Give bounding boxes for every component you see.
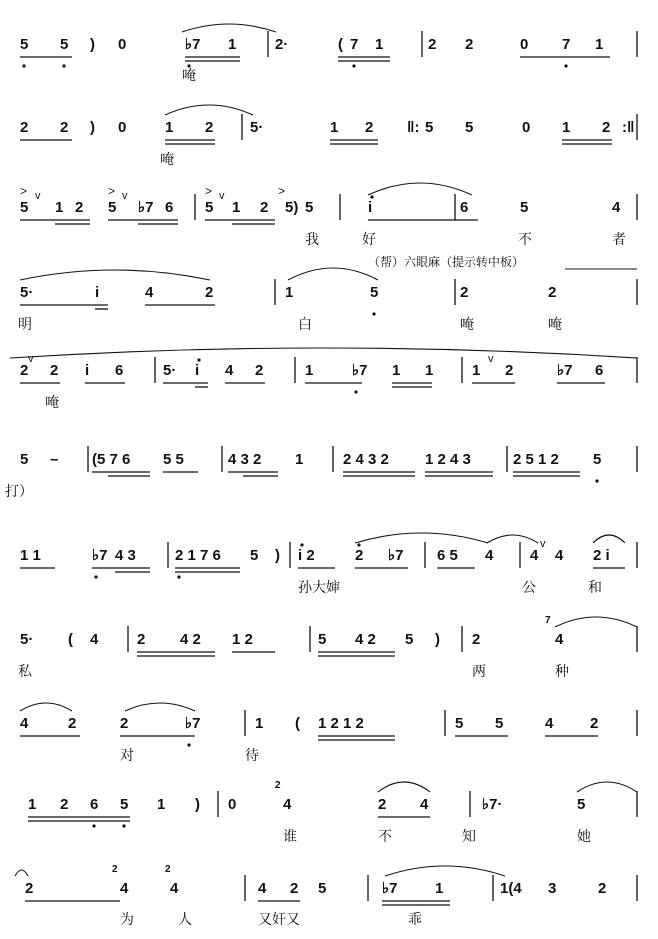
lyric: 唵 bbox=[182, 68, 196, 84]
note: ( bbox=[68, 631, 73, 648]
note: 1 bbox=[255, 715, 264, 732]
note: 1 bbox=[562, 119, 571, 136]
note: 4 bbox=[530, 547, 539, 564]
note: (5 7 6 bbox=[92, 451, 131, 468]
lyric: 乖 bbox=[408, 912, 422, 928]
note: 5 bbox=[20, 451, 29, 468]
note: 2 5 1 2 bbox=[513, 451, 559, 468]
note: 4 bbox=[20, 715, 29, 732]
note: ♭7· bbox=[482, 796, 503, 813]
note: 4 bbox=[258, 880, 267, 897]
octave-dot-below bbox=[564, 64, 567, 67]
note: 2 bbox=[460, 284, 469, 301]
note: 2 bbox=[548, 284, 557, 301]
accent-mark: > bbox=[205, 184, 213, 198]
note: 5) bbox=[285, 199, 299, 216]
note: 6 bbox=[115, 362, 124, 379]
lyric: 待 bbox=[245, 748, 259, 764]
note: 2 i bbox=[593, 547, 610, 564]
note: 5 bbox=[465, 119, 474, 136]
octave-dot-below bbox=[22, 64, 25, 67]
note: 2 bbox=[355, 547, 364, 564]
note: 5 bbox=[250, 547, 259, 564]
note: 2 bbox=[472, 631, 481, 648]
lyric: 她 bbox=[577, 829, 591, 845]
octave-dot-below bbox=[122, 824, 125, 827]
note: ) bbox=[195, 796, 200, 813]
lyric: 孙大婶 bbox=[298, 580, 340, 596]
note: 2 bbox=[598, 880, 607, 897]
slur bbox=[368, 183, 472, 195]
note: 2 bbox=[60, 796, 69, 813]
note: ) bbox=[275, 547, 280, 564]
note: 4 bbox=[90, 631, 99, 648]
note: 1 bbox=[228, 36, 237, 53]
note: 2 bbox=[505, 362, 514, 379]
note: 1 bbox=[157, 796, 166, 813]
grace-note: 2 bbox=[112, 864, 118, 875]
octave-dot-below bbox=[352, 64, 355, 67]
breath-mark: v bbox=[488, 353, 494, 365]
breath-mark: v bbox=[122, 190, 128, 202]
slur bbox=[487, 535, 538, 543]
lyric: 谁 bbox=[283, 829, 297, 845]
note: 5 bbox=[593, 451, 602, 468]
lyric: 好 bbox=[362, 232, 376, 248]
lyric: 和 bbox=[588, 580, 602, 596]
slur bbox=[20, 703, 72, 711]
slur bbox=[125, 703, 195, 711]
tempo-annotation: （帮）六眼麻（提示转中板） bbox=[368, 255, 525, 269]
note: 1 bbox=[55, 199, 64, 216]
note: 5 bbox=[318, 880, 327, 897]
note: ♭7 bbox=[92, 547, 108, 564]
note: 5 bbox=[305, 199, 314, 216]
slur bbox=[555, 617, 637, 627]
note: 5 bbox=[60, 36, 69, 53]
slur bbox=[385, 866, 505, 876]
lyric: 为 bbox=[120, 912, 134, 928]
note: 2 bbox=[602, 119, 611, 136]
note: 1 bbox=[165, 119, 174, 136]
octave-dot-below bbox=[92, 824, 95, 827]
accent-mark: > bbox=[278, 184, 286, 198]
note: ♭7 bbox=[185, 36, 201, 53]
note: 1 bbox=[375, 36, 384, 53]
octave-dot-below bbox=[94, 575, 97, 578]
note: 0 bbox=[118, 119, 127, 136]
octave-dot-below bbox=[177, 575, 180, 578]
grace-note: 2 bbox=[275, 780, 281, 791]
note: 5 bbox=[425, 119, 434, 136]
note: ) bbox=[90, 36, 95, 53]
lyric: 又奸又 bbox=[258, 912, 300, 928]
note: ( bbox=[338, 36, 343, 53]
note: 2 bbox=[20, 362, 29, 379]
note: 1 bbox=[285, 284, 294, 301]
note: 5 bbox=[318, 631, 327, 648]
note: 1 2 4 3 bbox=[425, 451, 471, 468]
note: ♭7 bbox=[382, 880, 398, 897]
note: ♭7 bbox=[138, 199, 154, 216]
note: 2 bbox=[137, 631, 146, 648]
note: 2 bbox=[205, 284, 214, 301]
note: i 2 bbox=[298, 547, 315, 564]
note: 2 bbox=[365, 119, 374, 136]
accent-mark: > bbox=[20, 184, 28, 198]
note: 0 bbox=[228, 796, 237, 813]
note: 4 bbox=[170, 880, 179, 897]
note: ♭7 bbox=[557, 362, 573, 379]
note: 5 bbox=[495, 715, 504, 732]
note: 2 4 3 2 bbox=[343, 451, 389, 468]
note: ) bbox=[90, 119, 95, 136]
note: i bbox=[85, 362, 90, 379]
lyric: 唵 bbox=[460, 317, 474, 333]
lyric: 唵 bbox=[160, 152, 174, 168]
grace-note: 7 bbox=[545, 615, 551, 626]
note: 2 bbox=[25, 880, 34, 897]
note: 2 bbox=[465, 36, 474, 53]
note: 5 bbox=[120, 796, 129, 813]
note: ♭7 bbox=[185, 715, 201, 732]
note: 4 bbox=[420, 796, 429, 813]
note: 1 bbox=[392, 362, 401, 379]
note: 2 bbox=[428, 36, 437, 53]
note: 5 bbox=[20, 199, 29, 216]
lyric: 种 bbox=[555, 664, 569, 680]
lyric: 不 bbox=[518, 232, 532, 248]
note: 1 bbox=[425, 362, 434, 379]
note: 6 bbox=[90, 796, 99, 813]
note: 1 bbox=[595, 36, 604, 53]
lyric: 我 bbox=[305, 232, 319, 248]
note: 2 1 7 6 bbox=[175, 547, 221, 564]
slur bbox=[378, 782, 430, 792]
note: 4 3 bbox=[115, 547, 136, 564]
note: 6 bbox=[595, 362, 604, 379]
note: 2 bbox=[590, 715, 599, 732]
note: ♭7 bbox=[388, 547, 404, 564]
slur bbox=[288, 268, 378, 280]
lyric: 私 bbox=[18, 664, 32, 680]
note: 4 2 bbox=[180, 631, 201, 648]
lyric: 白 bbox=[298, 317, 312, 333]
slur bbox=[20, 270, 210, 280]
note: 6 5 bbox=[437, 547, 458, 564]
note: 4 bbox=[612, 199, 621, 216]
lyric: 明 bbox=[18, 317, 32, 333]
slur bbox=[355, 533, 488, 543]
note: 7 bbox=[350, 36, 359, 53]
note: i bbox=[195, 362, 200, 379]
slur bbox=[15, 870, 28, 876]
note: 0 bbox=[522, 119, 531, 136]
slur bbox=[593, 535, 625, 543]
slur bbox=[182, 24, 276, 32]
note: 0 bbox=[520, 36, 529, 53]
note: 1 bbox=[28, 796, 37, 813]
note: 4 3 2 bbox=[228, 451, 262, 468]
note: 5· bbox=[163, 362, 177, 379]
note: 1 2 1 2 bbox=[318, 715, 364, 732]
note: 6 bbox=[460, 199, 469, 216]
note: 1 bbox=[435, 880, 444, 897]
note: 4 bbox=[555, 631, 564, 648]
octave-dot-below bbox=[354, 390, 357, 393]
note: 0 bbox=[118, 36, 127, 53]
octave-dot-below bbox=[62, 64, 65, 67]
slur bbox=[10, 348, 637, 358]
note: 5 5 bbox=[163, 451, 184, 468]
note: 2 bbox=[68, 715, 77, 732]
note: 5 bbox=[370, 284, 379, 301]
octave-dot-below bbox=[372, 312, 375, 315]
lyric: 知 bbox=[462, 829, 476, 845]
note: 4 2 bbox=[355, 631, 376, 648]
note: 2 bbox=[60, 119, 69, 136]
note: 4 bbox=[555, 547, 564, 564]
note: 2 bbox=[260, 199, 269, 216]
note: 2 bbox=[255, 362, 264, 379]
note: :‖ bbox=[622, 119, 635, 136]
breath-mark: v bbox=[540, 538, 546, 550]
breath-mark: v bbox=[219, 190, 225, 202]
octave-dot-below bbox=[595, 479, 598, 482]
lyric: 唵 bbox=[45, 395, 59, 411]
note: 1 1 bbox=[20, 547, 41, 564]
note: 4 bbox=[545, 715, 554, 732]
note: 4 bbox=[485, 547, 494, 564]
note: 5· bbox=[20, 284, 34, 301]
lyric: 唵 bbox=[548, 317, 562, 333]
note: 6 bbox=[165, 199, 174, 216]
note: 5 bbox=[520, 199, 529, 216]
note: ♭7 bbox=[352, 362, 368, 379]
note: 5· bbox=[250, 119, 264, 136]
note: 2· bbox=[275, 36, 289, 53]
note: 5 bbox=[405, 631, 414, 648]
slur bbox=[577, 782, 637, 792]
grace-note: 2 bbox=[165, 864, 171, 875]
octave-dot-below bbox=[187, 743, 190, 746]
note: 4 bbox=[145, 284, 154, 301]
lyric: 人 bbox=[178, 912, 192, 928]
note: 5 bbox=[108, 199, 117, 216]
note: 5 bbox=[205, 199, 214, 216]
note: 1 bbox=[305, 362, 314, 379]
lyric: 者 bbox=[612, 232, 626, 248]
slur bbox=[165, 105, 253, 115]
note: 1 2 bbox=[232, 631, 253, 648]
accent-mark: > bbox=[108, 184, 116, 198]
note: 4 bbox=[283, 796, 292, 813]
note: ) bbox=[435, 631, 440, 648]
note: 1(4 bbox=[500, 880, 522, 897]
lyric: 打） bbox=[5, 484, 33, 500]
note: ‖: bbox=[407, 119, 420, 136]
note: 1 bbox=[330, 119, 339, 136]
note: 1 bbox=[472, 362, 481, 379]
note: 5 bbox=[20, 36, 29, 53]
note: 7 bbox=[562, 36, 571, 53]
note: 3 bbox=[548, 880, 557, 897]
note: 2 bbox=[205, 119, 214, 136]
note: 1 bbox=[295, 451, 304, 468]
note: 2 bbox=[20, 119, 29, 136]
note: 5 bbox=[577, 796, 586, 813]
note: 5· bbox=[20, 631, 34, 648]
note: 2 bbox=[50, 362, 59, 379]
lyric: 对 bbox=[120, 748, 134, 764]
note: 2 bbox=[290, 880, 299, 897]
note: 4 bbox=[120, 880, 129, 897]
note: 4 bbox=[225, 362, 234, 379]
note: 1 bbox=[232, 199, 241, 216]
lyric: 不 bbox=[378, 829, 392, 845]
breath-mark: v bbox=[35, 190, 41, 202]
note: 5 bbox=[455, 715, 464, 732]
lyric: 两 bbox=[472, 664, 486, 680]
note: 2 bbox=[378, 796, 387, 813]
note: ( bbox=[295, 715, 300, 732]
note: i bbox=[95, 284, 100, 301]
note: – bbox=[50, 451, 59, 468]
note: 2 bbox=[120, 715, 129, 732]
lyric: 公 bbox=[522, 580, 536, 596]
note: 2 bbox=[75, 199, 84, 216]
note: i bbox=[368, 199, 373, 216]
breath-mark: v bbox=[28, 353, 34, 365]
